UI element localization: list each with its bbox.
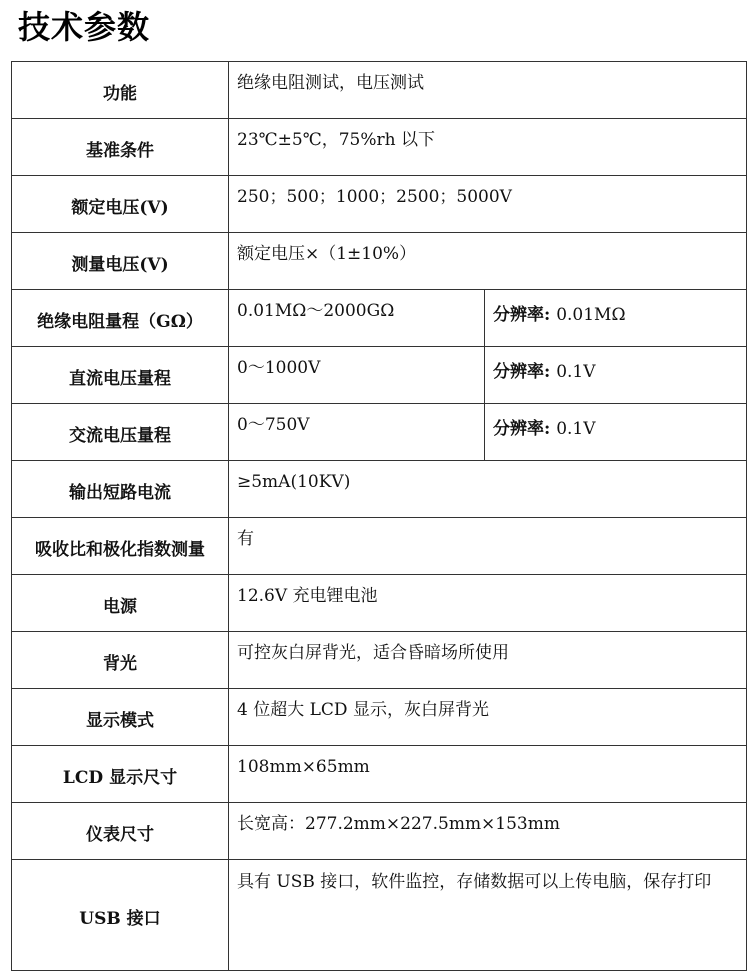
- spec-value: 具有 USB 接口，软件监控，存储数据可以上传电脑，保存打印: [229, 860, 747, 971]
- spec-resolution: [485, 290, 747, 347]
- spec-label: USB 接口: [12, 860, 229, 971]
- spec-row-power-supply: [12, 575, 747, 632]
- spec-value: 长宽高：277.2mm×227.5mm×153mm: [229, 803, 747, 860]
- spec-label: 功能: [12, 62, 229, 119]
- spec-value: 108mm×65mm: [229, 746, 747, 803]
- spec-label: 交流电压量程: [12, 404, 229, 461]
- spec-resolution: [485, 404, 747, 461]
- spec-row-insulation-range: [12, 290, 747, 347]
- spec-row-backlight: [12, 632, 747, 689]
- spec-row-display-mode: [12, 689, 747, 746]
- spec-value: 0～750V: [229, 404, 485, 461]
- spec-value: 23℃±5℃，75%rh 以下: [229, 119, 747, 176]
- spec-table: [11, 61, 747, 971]
- spec-row-instrument-size: [12, 803, 747, 860]
- spec-row-short-circuit-current: [12, 461, 747, 518]
- spec-row-usb-interface: [12, 860, 747, 971]
- spec-label: 绝缘电阻量程（GΩ）: [12, 290, 229, 347]
- spec-value: 12.6V 充电锂电池: [229, 575, 747, 632]
- spec-value: 有: [229, 518, 747, 575]
- spec-label: 额定电压(V): [12, 176, 229, 233]
- spec-row-function: [12, 62, 747, 119]
- spec-row-rated-voltage: [12, 176, 747, 233]
- spec-value: ≥5mA(10KV): [229, 461, 747, 518]
- resolution-value: 0.1V: [556, 362, 596, 382]
- spec-label: 直流电压量程: [12, 347, 229, 404]
- spec-row-ac-voltage-range: [12, 404, 747, 461]
- resolution-value: 0.1V: [556, 419, 596, 439]
- resolution-label: 分辨率:: [493, 305, 551, 325]
- spec-label: 电源: [12, 575, 229, 632]
- spec-value: 额定电压×（1±10%）: [229, 233, 747, 290]
- spec-label: 显示模式: [12, 689, 229, 746]
- resolution-label: 分辨率:: [493, 419, 551, 439]
- spec-label: 仪表尺寸: [12, 803, 229, 860]
- spec-value: 可控灰白屏背光，适合昏暗场所使用: [229, 632, 747, 689]
- spec-row-reference-conditions: [12, 119, 747, 176]
- spec-label: LCD 显示尺寸: [12, 746, 229, 803]
- spec-row-lcd-size: [12, 746, 747, 803]
- spec-label: 背光: [12, 632, 229, 689]
- resolution-label: 分辨率:: [493, 362, 551, 382]
- spec-label: 基准条件: [12, 119, 229, 176]
- spec-resolution: [485, 347, 747, 404]
- spec-label: 测量电压(V): [12, 233, 229, 290]
- spec-label: 吸收比和极化指数测量: [12, 518, 229, 575]
- page-title: 技术参数: [18, 8, 151, 46]
- spec-value: 4 位超大 LCD 显示，灰白屏背光: [229, 689, 747, 746]
- resolution-value: 0.01MΩ: [556, 305, 626, 325]
- spec-label: 输出短路电流: [12, 461, 229, 518]
- spec-row-dc-voltage-range: [12, 347, 747, 404]
- spec-value: 0.01MΩ～2000GΩ: [229, 290, 485, 347]
- spec-value: 绝缘电阻测试，电压测试: [229, 62, 747, 119]
- spec-row-measured-voltage: [12, 233, 747, 290]
- spec-value: 250；500；1000；2500；5000V: [229, 176, 747, 233]
- spec-row-absorption-ratio: [12, 518, 747, 575]
- spec-value: 0～1000V: [229, 347, 485, 404]
